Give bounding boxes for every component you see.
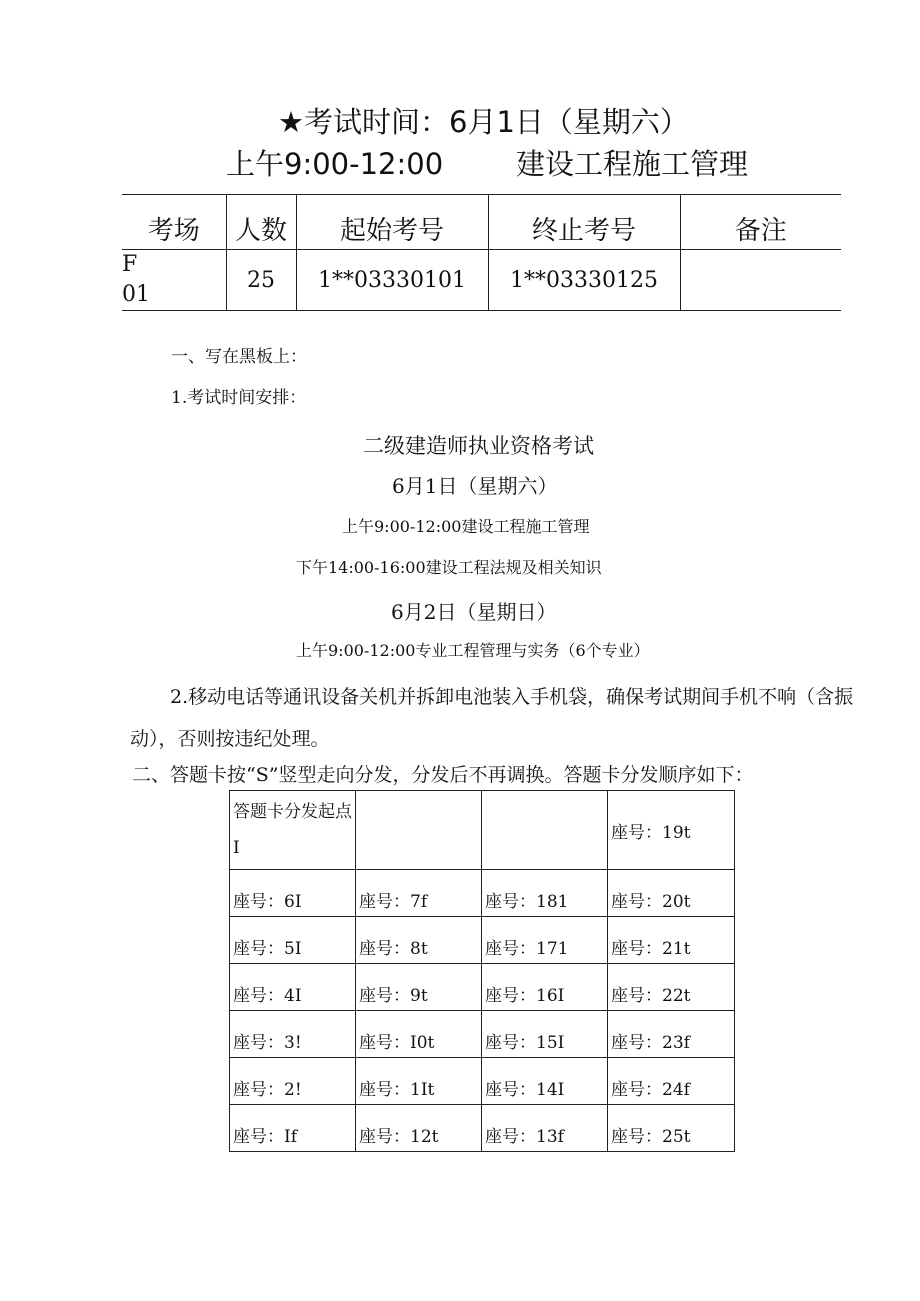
seat-cell: 座号：181 [482,870,608,917]
seat-distribution-table [229,790,735,1152]
day1-date: 6月1日（星期六） [392,474,558,498]
seat-cell: 座号：13f [482,1105,608,1152]
seat-cell: 座号：2! [230,1058,356,1105]
cell-note [680,250,841,311]
section1-item2: 2.移动电话等通讯设备关机并拆卸电池装入手机袋，确保考试期间手机不响（含振动），否则按违纪处理。 [130,686,854,750]
seat-cell: 座号：1It [356,1058,482,1105]
table-cell [356,791,482,870]
exam-time: 上午9:00-12:00 [226,147,444,181]
exam-room-data-row [122,250,841,311]
cell-count: 25 [226,250,296,311]
seat-cell: 座号：25t [608,1105,735,1152]
table-row [230,917,735,964]
seat-cell: 座号：14I [482,1058,608,1105]
exam-room-header-row [122,195,841,250]
day1-morning: 上午9:00-12:00建设工程施工管理 [342,517,590,536]
distribution-start-cell: 答题卡分发起点I [230,791,356,870]
seat-cell: 座号：6I [230,870,356,917]
section1-heading: 一、写在黑板上： [171,347,307,367]
seat-cell: 座号：If [230,1105,356,1152]
seat-cell: 座号：12t [356,1105,482,1152]
cell-room: F 01 [122,250,226,311]
col-count: 人数 [226,195,296,250]
col-end: 终止考号 [488,195,680,250]
seat-cell: 座号：19t [608,791,735,870]
col-room: 考场 [122,195,226,250]
table-row [230,1011,735,1058]
seat-cell: 座号：20t [608,870,735,917]
col-note: 备注 [680,195,841,250]
seat-cell: 座号：22t [608,964,735,1011]
seat-cell: 座号：23f [608,1011,735,1058]
section2-heading: 二、答题卡按“S”竖型走向分发，分发后不再调换。答题卡分发顺序如下： [132,764,754,786]
day2-date: 6月2日（星期日） [391,600,557,624]
seat-cell: 座号：4I [230,964,356,1011]
exam-room-table [122,194,841,311]
seat-cell: 座号：3! [230,1011,356,1058]
table-row [230,870,735,917]
table-row [230,964,735,1011]
col-start: 起始考号 [296,195,488,250]
seat-cell: 座号：5I [230,917,356,964]
table-cell [482,791,608,870]
day2-morning: 上午9:00-12:00专业工程管理与实务（6个专业） [296,641,650,660]
table-row [230,791,735,870]
seat-cell: 座号：8t [356,917,482,964]
seat-cell: 座号：9t [356,964,482,1011]
seat-cell: 座号：7f [356,870,482,917]
seat-cell: 座号：I0t [356,1011,482,1058]
day1-afternoon: 下午14:00-16:00建设工程法规及相关知识 [296,558,602,577]
page-title: ★考试时间：6月1日（星期六） [278,105,689,139]
seat-cell: 座号：21t [608,917,735,964]
seat-cell: 座号：24f [608,1058,735,1105]
seat-cell: 座号：16I [482,964,608,1011]
exam-subject: 建设工程施工管理 [516,147,749,181]
table-row [230,1058,735,1105]
exam-name: 二级建造师执业资格考试 [363,434,594,458]
seat-cell: 座号：171 [482,917,608,964]
seat-cell: 座号：15I [482,1011,608,1058]
cell-end: 1**03330125 [488,250,680,311]
section1-item1: 1.考试时间安排： [171,388,307,408]
cell-start: 1**03330101 [296,250,488,311]
table-row [230,1105,735,1152]
